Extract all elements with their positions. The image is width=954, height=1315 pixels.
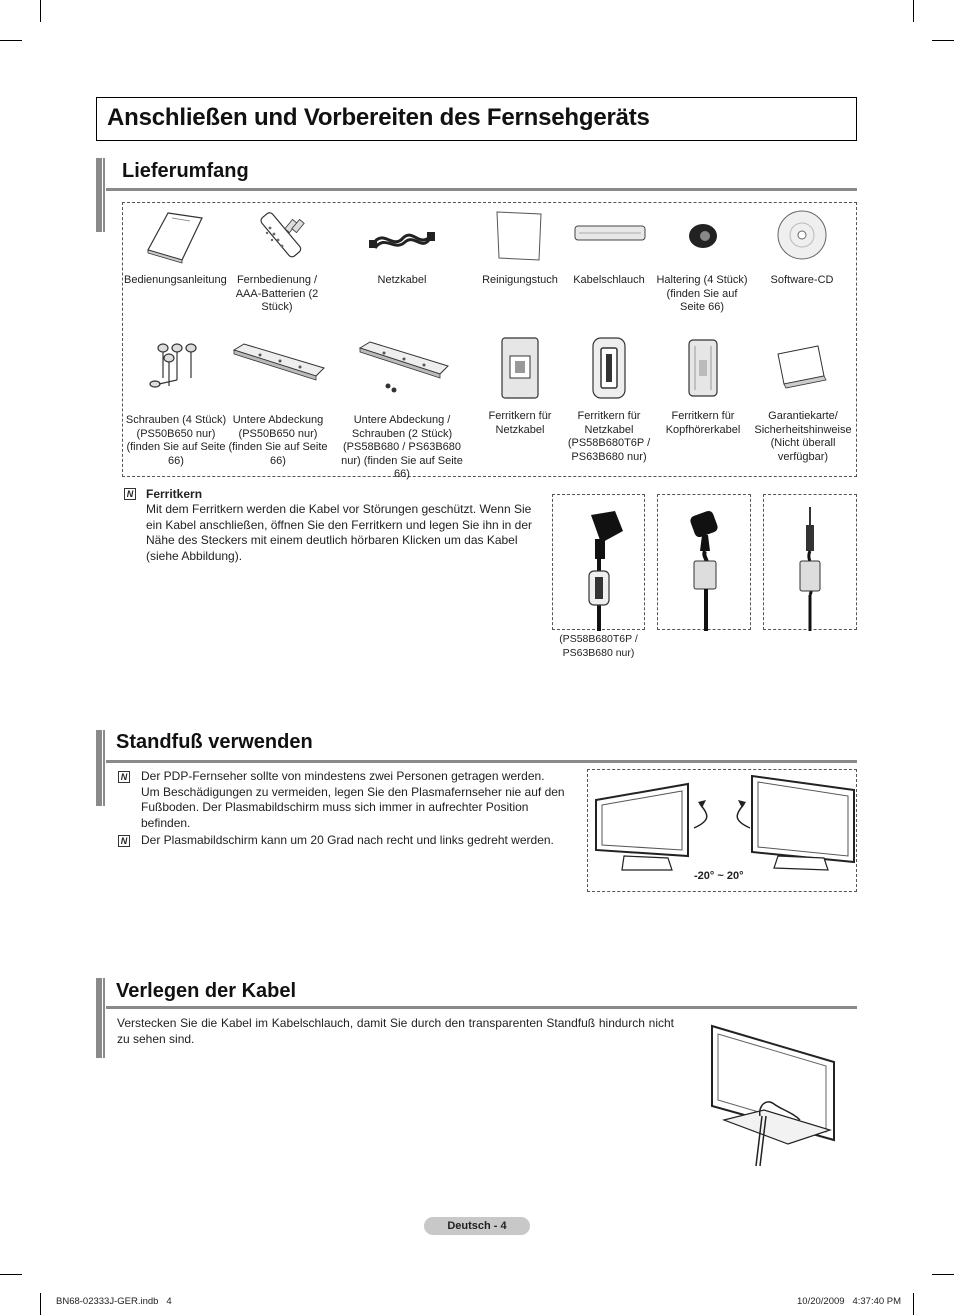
screws-icon: [141, 338, 211, 404]
ferrite-illustration-1: [552, 494, 645, 630]
footer-timestamp: 10/20/2009 4:37:40 PM: [797, 1296, 902, 1307]
ferrite-caption: (PS58B680T6P / PS63B680 nur): [559, 633, 638, 659]
crop-mark: [913, 0, 914, 22]
ferrite-note-text: Mit dem Ferritkern werden die Kabel vor Störungen geschützt. Wenn Sie ein Kabel anschließen, öffnen Sie den Ferritkern und legen Sie ihn in der Nähe des Steckers mit einem deutlich hörbaren Klicken um das Kabel (siehe Abbildung).: [146, 502, 533, 563]
accessory-label: Bedienungsanleitung: [124, 274, 227, 286]
bottom-cover-screws-icon: [354, 338, 450, 404]
kabel-text: Verstecken Sie die Kabel im Kabelschlauch, damit Sie durch den transparenten Standfuß hindurch nicht zu sehen sind.: [117, 1016, 674, 1046]
ferrite-core-network-icon: [579, 334, 639, 404]
plug-with-ferrite-icon: [553, 495, 646, 631]
cleaning-cloth-icon: [485, 208, 555, 268]
accessory-item: [752, 334, 854, 464]
accessory-label: Garantiekarte/ Sicherheitshinweise (Nicht überall verfügbar): [754, 410, 852, 463]
page-title-box: [96, 97, 857, 141]
crop-mark: [0, 40, 22, 41]
power-cord-icon: [367, 208, 437, 268]
section-bar: [96, 730, 102, 806]
section-rule: [106, 760, 857, 763]
accessory-item: [566, 334, 652, 464]
crop-mark: [913, 1293, 914, 1315]
section-title: Verlegen der Kabel: [116, 980, 297, 1002]
accessory-item: [752, 208, 852, 288]
accessory-label: Netzkabel: [377, 274, 427, 286]
section-bar: [96, 978, 102, 1058]
page-number-badge: Deutsch - 4: [424, 1217, 530, 1235]
crop-mark: [932, 1274, 954, 1275]
software-cd-icon: [767, 208, 837, 268]
section-title: Lieferumfang: [122, 160, 249, 182]
crop-mark: [40, 1293, 41, 1315]
section-rule: [106, 188, 857, 191]
accessory-label: Software-CD: [770, 274, 834, 286]
bottom-cover-icon: [230, 338, 326, 404]
note-icon: N: [124, 488, 136, 500]
accessory-label: Fernbedienung / AAA-Batterien (2 Stück): [235, 274, 319, 313]
section-bar: [103, 158, 105, 232]
accessory-label: Ferritkern für Netzkabel: [488, 410, 552, 436]
accessory-label: Ferritkern für Kopfhörerkabel: [665, 410, 741, 436]
accessory-item: [566, 208, 652, 288]
ferrite-illustration-3: [763, 494, 857, 630]
accessory-item: [474, 334, 566, 437]
accessory-label: Untere Abdeckung / Schrauben (2 Stück) (PS58B680 / PS63B680 nur) (finden Sie auf Seite 66): [341, 414, 463, 480]
warranty-card-icon: [768, 334, 838, 404]
note-icon: N: [118, 835, 130, 847]
cable-tube-icon: [569, 208, 649, 268]
accessory-item: [352, 208, 452, 288]
note-icon: N: [118, 771, 130, 783]
power-plug-with-ferrite-icon: [658, 495, 752, 631]
accessory-label: Untere Abdeckung (PS50B650 nur) (finden Sie auf Seite 66): [228, 414, 328, 467]
accessory-item: [472, 208, 568, 288]
standfuss-note-2: Der Plasmabildschirm kann um 20 Grad nach recht und links gedreht werden.: [141, 833, 554, 847]
accessory-label: Ferritkern für Netzkabel (PS58B680T6P / PS63B680 nur): [567, 410, 651, 463]
accessory-item: [228, 208, 326, 315]
accessory-item: [654, 334, 752, 437]
ferrite-note-title: Ferritkern: [146, 487, 203, 501]
section-bar: [96, 158, 102, 232]
accessory-label: Haltering (4 Stück) (finden Sie auf Seite 66): [656, 274, 748, 313]
standfuss-note-1: Der PDP-Fernseher sollte von mindestens zwei Personen getragen werden. Um Beschädigungen zu vermeiden, legen Sie den Plasmafernseher nie auf den Fußboden. Der Plasmabildschirm muss sich immer in aufrechter Position befinden.: [141, 769, 565, 830]
holder-ring-icon: [667, 208, 737, 268]
tv-back-cable-illustration: [700, 1020, 850, 1170]
section-bar: [103, 730, 105, 806]
ferrite-core-power-icon: [490, 334, 550, 404]
ferrite-illustration-2: [657, 494, 751, 630]
swivel-illustration: [587, 769, 857, 892]
accessory-item: [654, 208, 750, 315]
ferrite-core-headphone-icon: [673, 334, 733, 404]
headphone-plug-with-ferrite-icon: [764, 495, 858, 631]
accessory-label: Kabelschlauch: [573, 274, 645, 286]
manual-icon: [140, 208, 210, 268]
accessory-label: Reinigungstuch: [482, 274, 558, 286]
page-title: Anschließen und Vorbereiten des Fernsehgeräts: [107, 104, 650, 131]
section-rule: [106, 1006, 857, 1009]
remote-control-icon: [242, 208, 312, 268]
section-bar: [103, 978, 105, 1058]
footer-filename: BN68-02333J-GER.indb 4: [56, 1296, 172, 1307]
crop-mark: [40, 0, 41, 22]
swivel-angle-label: -20° ~ 20°: [694, 870, 744, 882]
accessory-item: [124, 338, 228, 468]
section-title: Standfuß verwenden: [116, 731, 313, 753]
accessory-item: [124, 208, 226, 288]
crop-mark: [0, 1274, 22, 1275]
accessory-label: Schrauben (4 Stück) (PS50B650 nur) (finden Sie auf Seite 66): [125, 414, 227, 467]
accessory-item: [228, 338, 328, 468]
crop-mark: [932, 40, 954, 41]
accessory-item: [332, 338, 472, 482]
